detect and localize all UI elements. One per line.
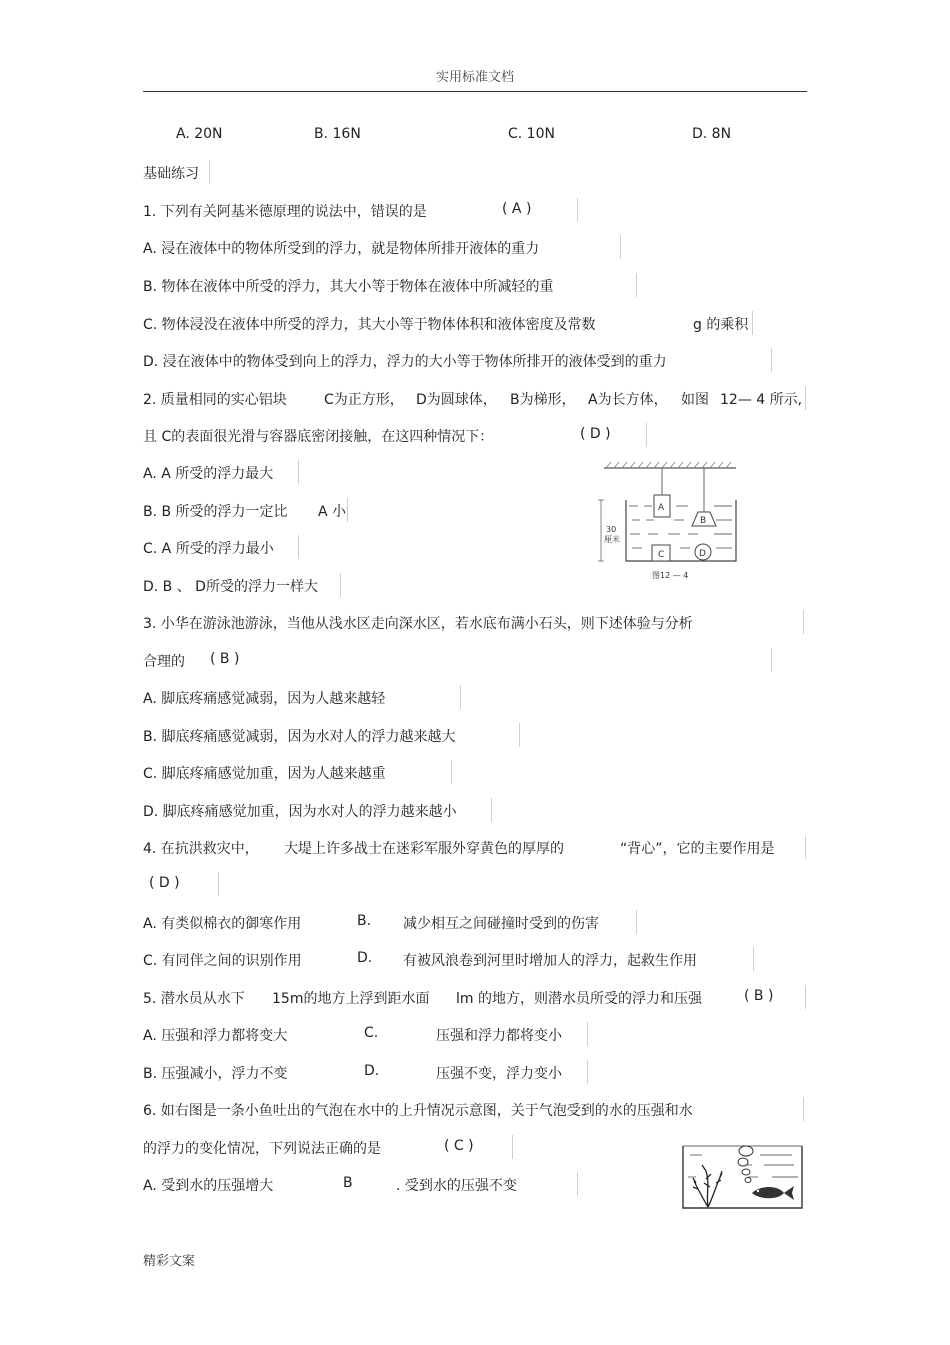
figure-block-b-label: B [700, 516, 707, 526]
figure-block-c-label: C [658, 550, 665, 560]
figure-block-a-label: A [658, 503, 665, 513]
text-frame-edge [646, 423, 647, 447]
q2-stem-part1: 2. 质量相同的实心铝块 [143, 392, 287, 408]
text-frame-edge [805, 835, 806, 859]
figure-depth-label-unit: 厘米 [604, 535, 620, 544]
text-frame-edge [805, 386, 806, 410]
q2-stem-part7: 12— 4 所示, [720, 392, 803, 408]
q5-option-d-letter: D. [364, 1063, 380, 1079]
q5-option-a: A. 压强和浮力都将变大 [143, 1028, 288, 1044]
text-frame-edge [577, 198, 578, 222]
q1-option-b: B. 物体在液体中所受的浮力，其大小等于物体在液体中所减轻的重 [143, 279, 554, 295]
q4-option-a: A. 有类似棉衣的御寒作用 [143, 916, 302, 932]
text-frame-edge [209, 160, 210, 184]
q2-option-b-tail: A 小 [318, 504, 347, 520]
q3-option-a: A. 脚底疼痛感觉减弱，因为人越来越轻 [143, 691, 386, 707]
q4-stem-part3: “背心”，它的主要作用是 [620, 841, 775, 857]
q5-option-c-letter: C. [364, 1025, 379, 1041]
text-frame-edge [298, 535, 299, 559]
text-frame-edge [512, 1135, 513, 1159]
q2-stem-part2: C为正方形， [324, 392, 404, 408]
q5-option-d: 压强不变，浮力变小 [436, 1066, 562, 1082]
q4-option-d: 有被风浪卷到河里时增加人的浮力，起救生作用 [403, 953, 697, 969]
q2-option-c: C. A 所受的浮力最小 [143, 541, 274, 557]
q3-option-c: C. 脚底疼痛感觉加重，因为人越来越重 [143, 766, 386, 782]
q3-option-b: B. 脚底疼痛感觉减弱，因为水对人的浮力越来越大 [143, 729, 456, 745]
option-d: D. 8N [692, 126, 732, 142]
text-frame-edge [771, 648, 772, 672]
q6-answer: ( C ) [444, 1138, 474, 1154]
text-frame-edge [636, 910, 637, 934]
text-frame-edge [752, 311, 753, 335]
q4-answer: ( D ) [149, 875, 180, 891]
text-frame-edge [636, 273, 637, 297]
q4-option-b: 减少相互之间碰撞时受到的伤害 [403, 916, 599, 932]
q6-stem-line1: 6. 如右图是一条小鱼吐出的气泡在水中的上升情况示意图，关于气泡受到的水的压强和水 [143, 1103, 693, 1119]
q1-answer: ( A ) [502, 201, 532, 217]
q1-option-a: A. 浸在液体中的物体所受到的浮力，就是物体所排开液体的重力 [143, 241, 540, 257]
q4-option-c: C. 有同伴之间的识别作用 [143, 953, 302, 969]
text-frame-edge [218, 872, 219, 896]
q5-option-c: 压强和浮力都将变小 [436, 1028, 562, 1044]
q3-stem-line2: 合理的 [143, 654, 185, 670]
q1-option-c: C. 物体浸没在液体中所受的浮力，其大小等于物体体积和液体密度及常数 [143, 317, 596, 333]
q2-option-d: D. B 、 D所受的浮力一样大 [143, 579, 318, 595]
q4-stem-part1: 4. 在抗洪救灾中， [143, 841, 259, 857]
q1-option-d: D. 浸在液体中的物体受到向上的浮力，浮力的大小等于物体所排开的液体受到的重力 [143, 354, 667, 370]
buoyancy-figure-12-4 [596, 460, 742, 586]
text-frame-edge [577, 1172, 578, 1196]
q4-option-b-letter: B. [357, 913, 372, 929]
q5-option-b: B. 压强减小，浮力不变 [143, 1066, 288, 1082]
figure-depth-label-value: 30 [606, 525, 617, 534]
page-footer: 精彩文案 [143, 1254, 196, 1269]
q2-stem-part4: B为梯形， [510, 392, 576, 408]
text-frame-edge [298, 460, 299, 484]
option-b: B. 16N [314, 126, 361, 142]
q2-answer: ( D ) [580, 426, 611, 442]
q6-option-a: A. 受到水的压强增大 [143, 1178, 274, 1194]
text-frame-edge [451, 760, 452, 784]
text-frame-edge [587, 1060, 588, 1084]
text-frame-edge [805, 985, 806, 1009]
q2-stem-part5: A为长方体， [588, 392, 668, 408]
q6-option-b-letter: B [343, 1175, 353, 1191]
text-frame-edge [519, 723, 520, 747]
q5-answer: ( B ) [744, 988, 774, 1004]
fish-bubbles-figure [680, 1143, 805, 1211]
text-frame-edge [340, 573, 341, 597]
text-frame-edge [753, 947, 754, 971]
q4-option-d-letter: D. [357, 950, 373, 966]
text-frame-edge [803, 1097, 804, 1121]
q2-stem-line2: 且 C的表面很光滑与容器底密闭接触，在这四种情况下： [143, 429, 494, 445]
figure-caption: 图12 — 4 [652, 571, 689, 580]
page-header-title: 实用标准文档 [435, 70, 514, 85]
q1-stem: 1. 下列有关阿基米德原理的说法中，错误的是 [143, 204, 427, 220]
q3-option-d: D. 脚底疼痛感觉加重，因为水对人的浮力越来越小 [143, 804, 457, 820]
q6-stem-line2: 的浮力的变化情况，下列说法正确的是 [143, 1141, 381, 1157]
text-frame-edge [460, 685, 461, 709]
q1-option-c-tail: g 的乘积 [693, 317, 749, 333]
header-rule [143, 91, 807, 92]
text-frame-edge [771, 348, 772, 372]
q3-stem-line1: 3. 小华在游泳池游泳，当他从浅水区走向深水区，若水底布满小石头，则下述体验与分析 [143, 616, 693, 632]
section-title: 基础练习 [143, 166, 199, 182]
q2-option-b: B. B 所受的浮力一定比 [143, 504, 288, 520]
option-a: A. 20N [176, 126, 223, 142]
q5-stem-part2: 15m的地方上浮到距水面 [272, 991, 430, 1007]
q6-option-b: . 受到水的压强不变 [396, 1178, 517, 1194]
text-frame-edge [491, 798, 492, 822]
q2-option-a: A. A 所受的浮力最大 [143, 466, 274, 482]
q5-stem-part1: 5. 潜水员从水下 [143, 991, 245, 1007]
figure-block-d-label: D [699, 549, 706, 559]
q5-stem-part3: lm 的地方，则潜水员所受的浮力和压强 [456, 991, 702, 1007]
option-c: C. 10N [508, 126, 555, 142]
q2-stem-part3: D为圆球体， [416, 392, 497, 408]
q4-stem-part2: 大堤上许多战士在迷彩军服外穿黄色的厚厚的 [284, 841, 564, 857]
q2-stem-part6: 如图 [681, 392, 709, 408]
text-frame-edge [620, 235, 621, 259]
text-frame-edge [347, 498, 348, 522]
text-frame-edge [587, 1022, 588, 1046]
text-frame-edge [803, 610, 804, 634]
q3-answer: ( B ) [210, 651, 240, 667]
